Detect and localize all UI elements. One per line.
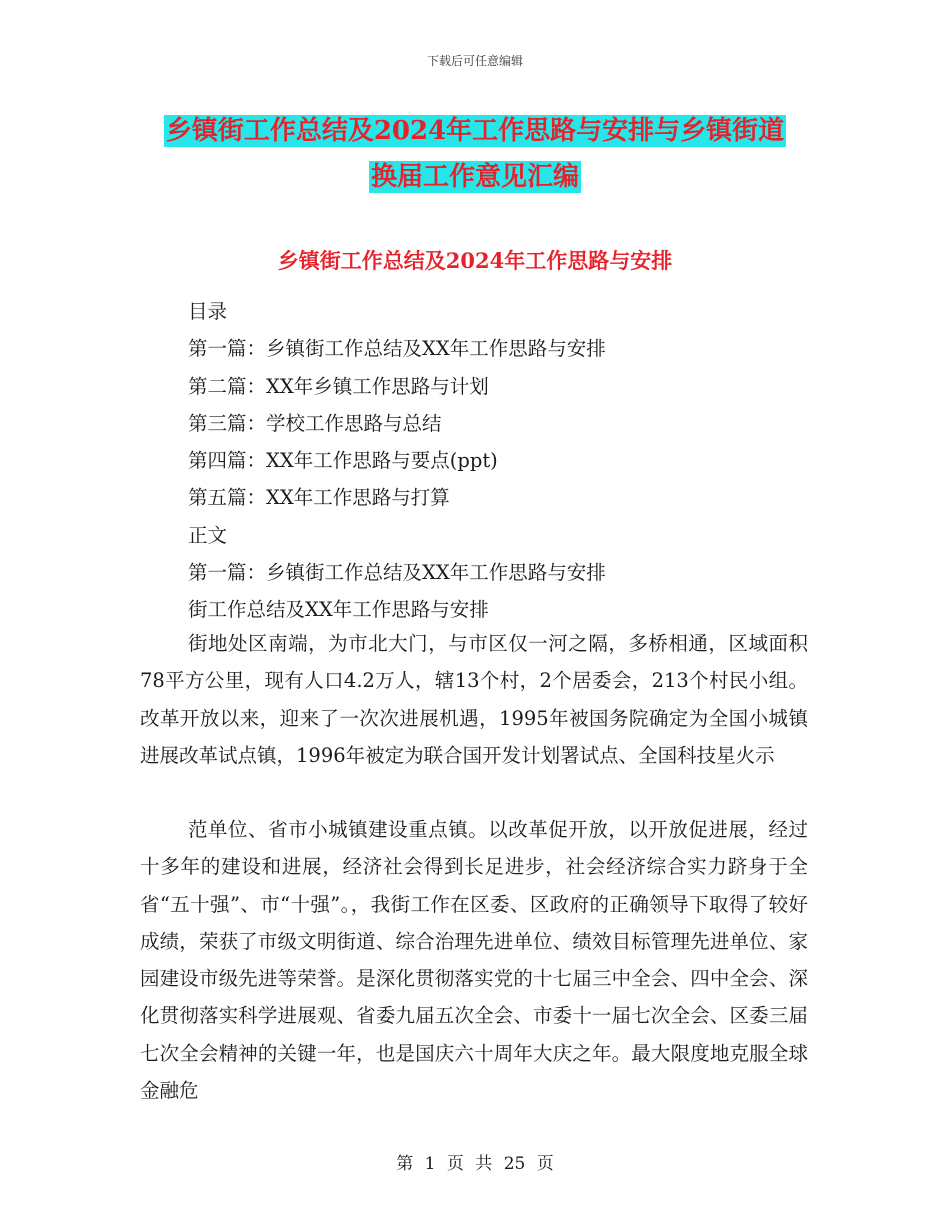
document-title-line-2: 换届工作意见汇编 — [370, 162, 579, 192]
document-title-line-1: 乡镇街工作总结及2024年工作思路与安排与乡镇街道 — [165, 116, 785, 146]
first-article-subtitle: 街工作总结及XX年工作思路与安排 — [188, 598, 489, 622]
page-number: 第 1 页 共 25 页 — [396, 1154, 554, 1174]
document-title — [0, 108, 950, 200]
body-paragraph: 街地处区南端，为市北大门，与市区仅一河之隔，多桥相通，区域面积78平方公里，现有人口4.2万人，辖13个村，2个居委会，213个村民小组。改革开放以来，迎来了一次次进展机遇，1995年被国务院确定为全国小城镇进展改革试点镇，1996年被定为联合国开发计划署试点、全国科技星火示 — [140, 632, 808, 767]
page-header-note: 下载后可任意编辑 — [426, 54, 523, 68]
table-of-contents — [188, 293, 828, 629]
body-paragraph: 范单位、省市小城镇建设重点镇。以改革促开放，以开放促进展，经过十多年的建设和进展，经济社会得到长足进步，社会经济综合实力跻身于全省“五十强”、市“十强”。，我街工作在区委、区政府的正确领导下取得了较好成绩，荣获了市级文明街道、综合治理先进单位、绩效目标管理先进单位、家园建设市级先进等荣誉。是深化贯彻落实党的十七届三中全会、四中全会、深化贯彻落实科学进展观、省委九届五次全会、市委十一届七次全会、区委三届七次全会精神的关键一年，也是国庆六十周年大庆之年。最大限度地克服全球金融危 — [140, 818, 808, 1103]
toc-heading: 目录 — [188, 300, 228, 323]
body-heading: 正文 — [188, 523, 228, 547]
toc-item: 第三篇：学校工作思路与总结 — [188, 411, 442, 435]
first-article-title: 第一篇：乡镇街工作总结及XX年工作思路与安排 — [188, 561, 606, 585]
toc-item: 第五篇：XX年工作思路与打算 — [188, 486, 450, 510]
toc-list — [188, 330, 828, 516]
toc-item: 第一篇：乡镇街工作总结及XX年工作思路与安排 — [188, 337, 606, 361]
toc-item: 第四篇：XX年工作思路与要点(ppt) — [188, 449, 498, 473]
toc-item: 第二篇：XX年乡镇工作思路与计划 — [188, 374, 489, 398]
section-title: 乡镇街工作总结及2024年工作思路与安排 — [277, 248, 673, 273]
